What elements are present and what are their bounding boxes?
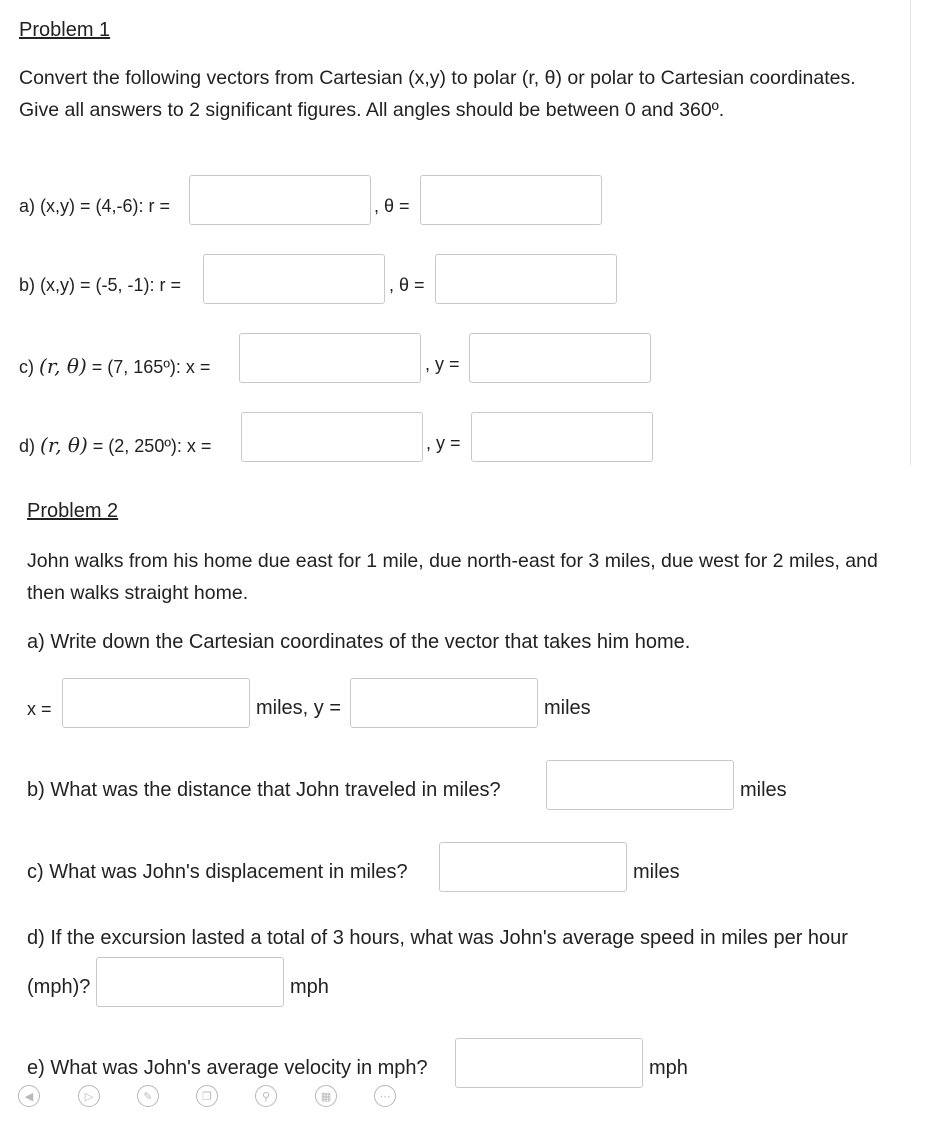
p2e-question: e) What was John's average velocity in mph? (27, 1057, 428, 1079)
p2b-question: b) What was the distance that John traveled in miles? (27, 779, 501, 801)
chevron-left-icon[interactable]: ◀ (18, 1085, 40, 1107)
p2a-mid-label: miles, y = (256, 697, 342, 719)
p1b-label: b) (x,y) = (-5, -1): r = (19, 275, 182, 295)
p2a-question: a) Write down the Cartesian coordinates of the vector that takes him home. (27, 631, 691, 653)
p1a-theta-input[interactable] (420, 175, 602, 225)
p1d-x-input[interactable] (241, 412, 423, 462)
p1c-x-input[interactable] (239, 333, 421, 383)
p1b-theta-input[interactable] (435, 254, 617, 304)
p2b-input[interactable] (546, 760, 734, 810)
pencil-icon[interactable]: ✎ (137, 1085, 159, 1107)
p2d-question: d) If the excursion lasted a total of 3 hours, what was John's average speed in miles per hour (27, 927, 848, 949)
search-icon[interactable]: ⚲ (255, 1085, 277, 1107)
p2c-question: c) What was John's displacement in miles? (27, 861, 408, 883)
p1c-label (19, 354, 210, 378)
p2d-unit: mph (290, 976, 329, 998)
p2b-unit: miles (740, 779, 787, 801)
p1b-theta-label: , θ = (389, 275, 425, 295)
play-icon[interactable]: ▷ (78, 1085, 100, 1107)
p2d-question-cont: (mph)? (27, 976, 91, 998)
problem1-title: Problem 1 (19, 19, 111, 41)
p2d-input[interactable] (96, 957, 284, 1007)
p1c-y-input[interactable] (469, 333, 651, 383)
content-divider (910, 0, 911, 465)
copy-icon[interactable]: ❐ (196, 1085, 218, 1107)
p1a-r-input[interactable] (189, 175, 371, 225)
p2a-x-label: x = (27, 699, 52, 719)
p1a-label: a) (x,y) = (4,-6): r = (19, 196, 171, 216)
p1d-y-input[interactable] (471, 412, 653, 462)
p2a-y-input[interactable] (350, 678, 538, 728)
keyboard-icon[interactable]: ▦ (315, 1085, 337, 1107)
problem2-intro: John walks from his home due east for 1 mile, due north-east for 3 miles, due west for 2 miles, and then walks straight home. (27, 550, 878, 604)
p2c-unit: miles (633, 861, 680, 883)
p1c-rest: = (7, 165º): x = (91, 357, 211, 377)
p2e-input[interactable] (455, 1038, 643, 1088)
p1d-label (19, 433, 211, 457)
more-icon[interactable]: ⋯ (374, 1085, 396, 1107)
p1c-rtheta: (r, θ) (39, 354, 87, 378)
problem1-intro: Convert the following vectors from Cartesian (x,y) to polar (r, θ) or polar to Cartesian coordinates. Give all answers to 2 significant figures. All angles should be between 0 and 360º. (19, 67, 856, 121)
p2a-unit: miles (544, 697, 591, 719)
p1a-theta-label: , θ = (374, 196, 410, 216)
p2e-unit: mph (649, 1057, 688, 1079)
p1d-rtheta: (r, θ) (40, 433, 88, 457)
p1d-prefix: d) (19, 436, 36, 456)
p1b-r-input[interactable] (203, 254, 385, 304)
p1d-rest: = (2, 250º): x = (92, 436, 212, 456)
p1c-y-label: , y = (425, 354, 460, 374)
p2a-x-input[interactable] (62, 678, 250, 728)
p1c-prefix: c) (19, 357, 34, 377)
p1d-y-label: , y = (426, 433, 461, 453)
p2c-input[interactable] (439, 842, 627, 892)
problem2-title: Problem 2 (27, 500, 119, 522)
